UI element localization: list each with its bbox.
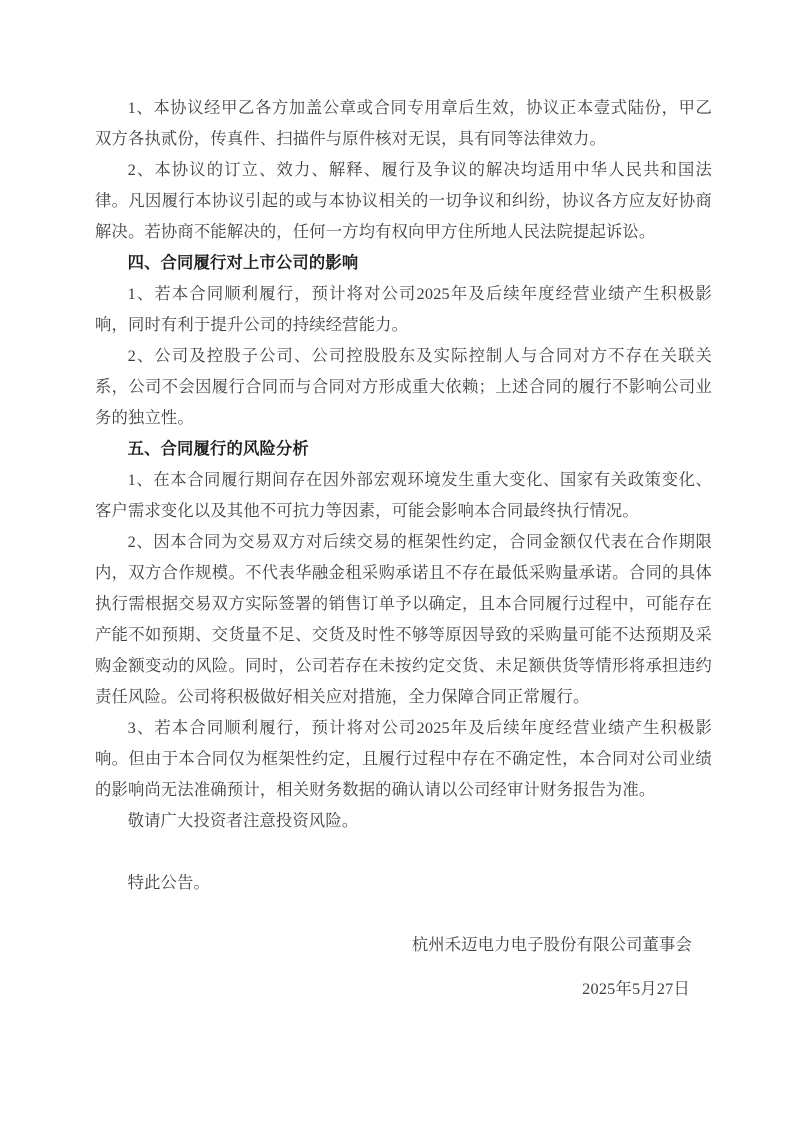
impact-item-2-paragraph: 2、公司及控股子公司、公司控股股东及实际控制人与合同对方不存在关联关系，公司不会因履行合同而与合同对方形成重大依赖；上述合同的履行不影响公司业务的独立性。 (95, 346, 712, 427)
risk-item-1-paragraph: 1、在本合同履行期间存在因外部宏观环境发生重大变化、国家有关政策变化、客户需求变化以及其他不可抗力等因素，可能会影响本合同最终执行情况。 (95, 470, 712, 520)
section-heading-risk-analysis: 五、合同履行的风险分析 (127, 439, 309, 458)
signature-date-line: 2025年5月27日 (582, 979, 690, 998)
signature-company-line: 杭州禾迈电力电子股份有限公司董事会 (411, 935, 692, 954)
document-body (95, 92, 712, 1004)
investor-risk-notice-paragraph: 敬请广大投资者注意投资风险。 (127, 811, 359, 830)
risk-item-3-paragraph: 3、若本合同顺利履行，预计将对公司2025年及后续年度经营业绩产生积极影响。但由于本合同仅为框架性约定，且履行过程中存在不确定性，本合同对公司业绩的影响尚无法准确预计，相关财务数据的确认请以公司经审计财务报告为准。 (95, 718, 712, 799)
impact-item-1-paragraph: 1、若本合同顺利履行，预计将对公司2025年及后续年度经营业绩产生积极影响，同时有利于提升公司的持续经营能力。 (95, 284, 712, 334)
clause-governing-law-paragraph: 2、本协议的订立、效力、解释、履行及争议的解决均适用中华人民共和国法律。凡因履行本协议引起的或与本协议相关的一切争议和纠纷，协议各方应友好协商解决。若协商不能解决的，任何一方均有权向甲方住所地人民法院提起诉讼。 (95, 160, 712, 241)
announcement-closing-paragraph: 特此公告。 (127, 873, 211, 892)
section-heading-contract-impact: 四、合同履行对上市公司的影响 (127, 253, 359, 272)
clause-signing-effectiveness-paragraph: 1、本协议经甲乙各方加盖公章或合同专用章后生效，协议正本壹式陆份，甲乙双方各执贰份，传真件、扫描件与原件核对无误，具有同等法律效力。 (95, 98, 712, 148)
risk-item-2-paragraph: 2、因本合同为交易双方对后续交易的框架性约定，合同金额仅代表在合作期限内，双方合作规模。不代表华融金租采购承诺且不存在最低采购量承诺。合同的具体执行需根据交易双方实际签署的销售订单予以确定，且本合同履行过程中，可能存在产能不如预期、交货量不足、交货及时性不够等原因导致的采购量可能不达预期及采购金额变动的风险。同时，公司若存在未按约定交货、未足额供货等情形将承担违约责任风险。公司将积极做好相关应对措施，全力保障合同正常履行。 (95, 532, 712, 706)
